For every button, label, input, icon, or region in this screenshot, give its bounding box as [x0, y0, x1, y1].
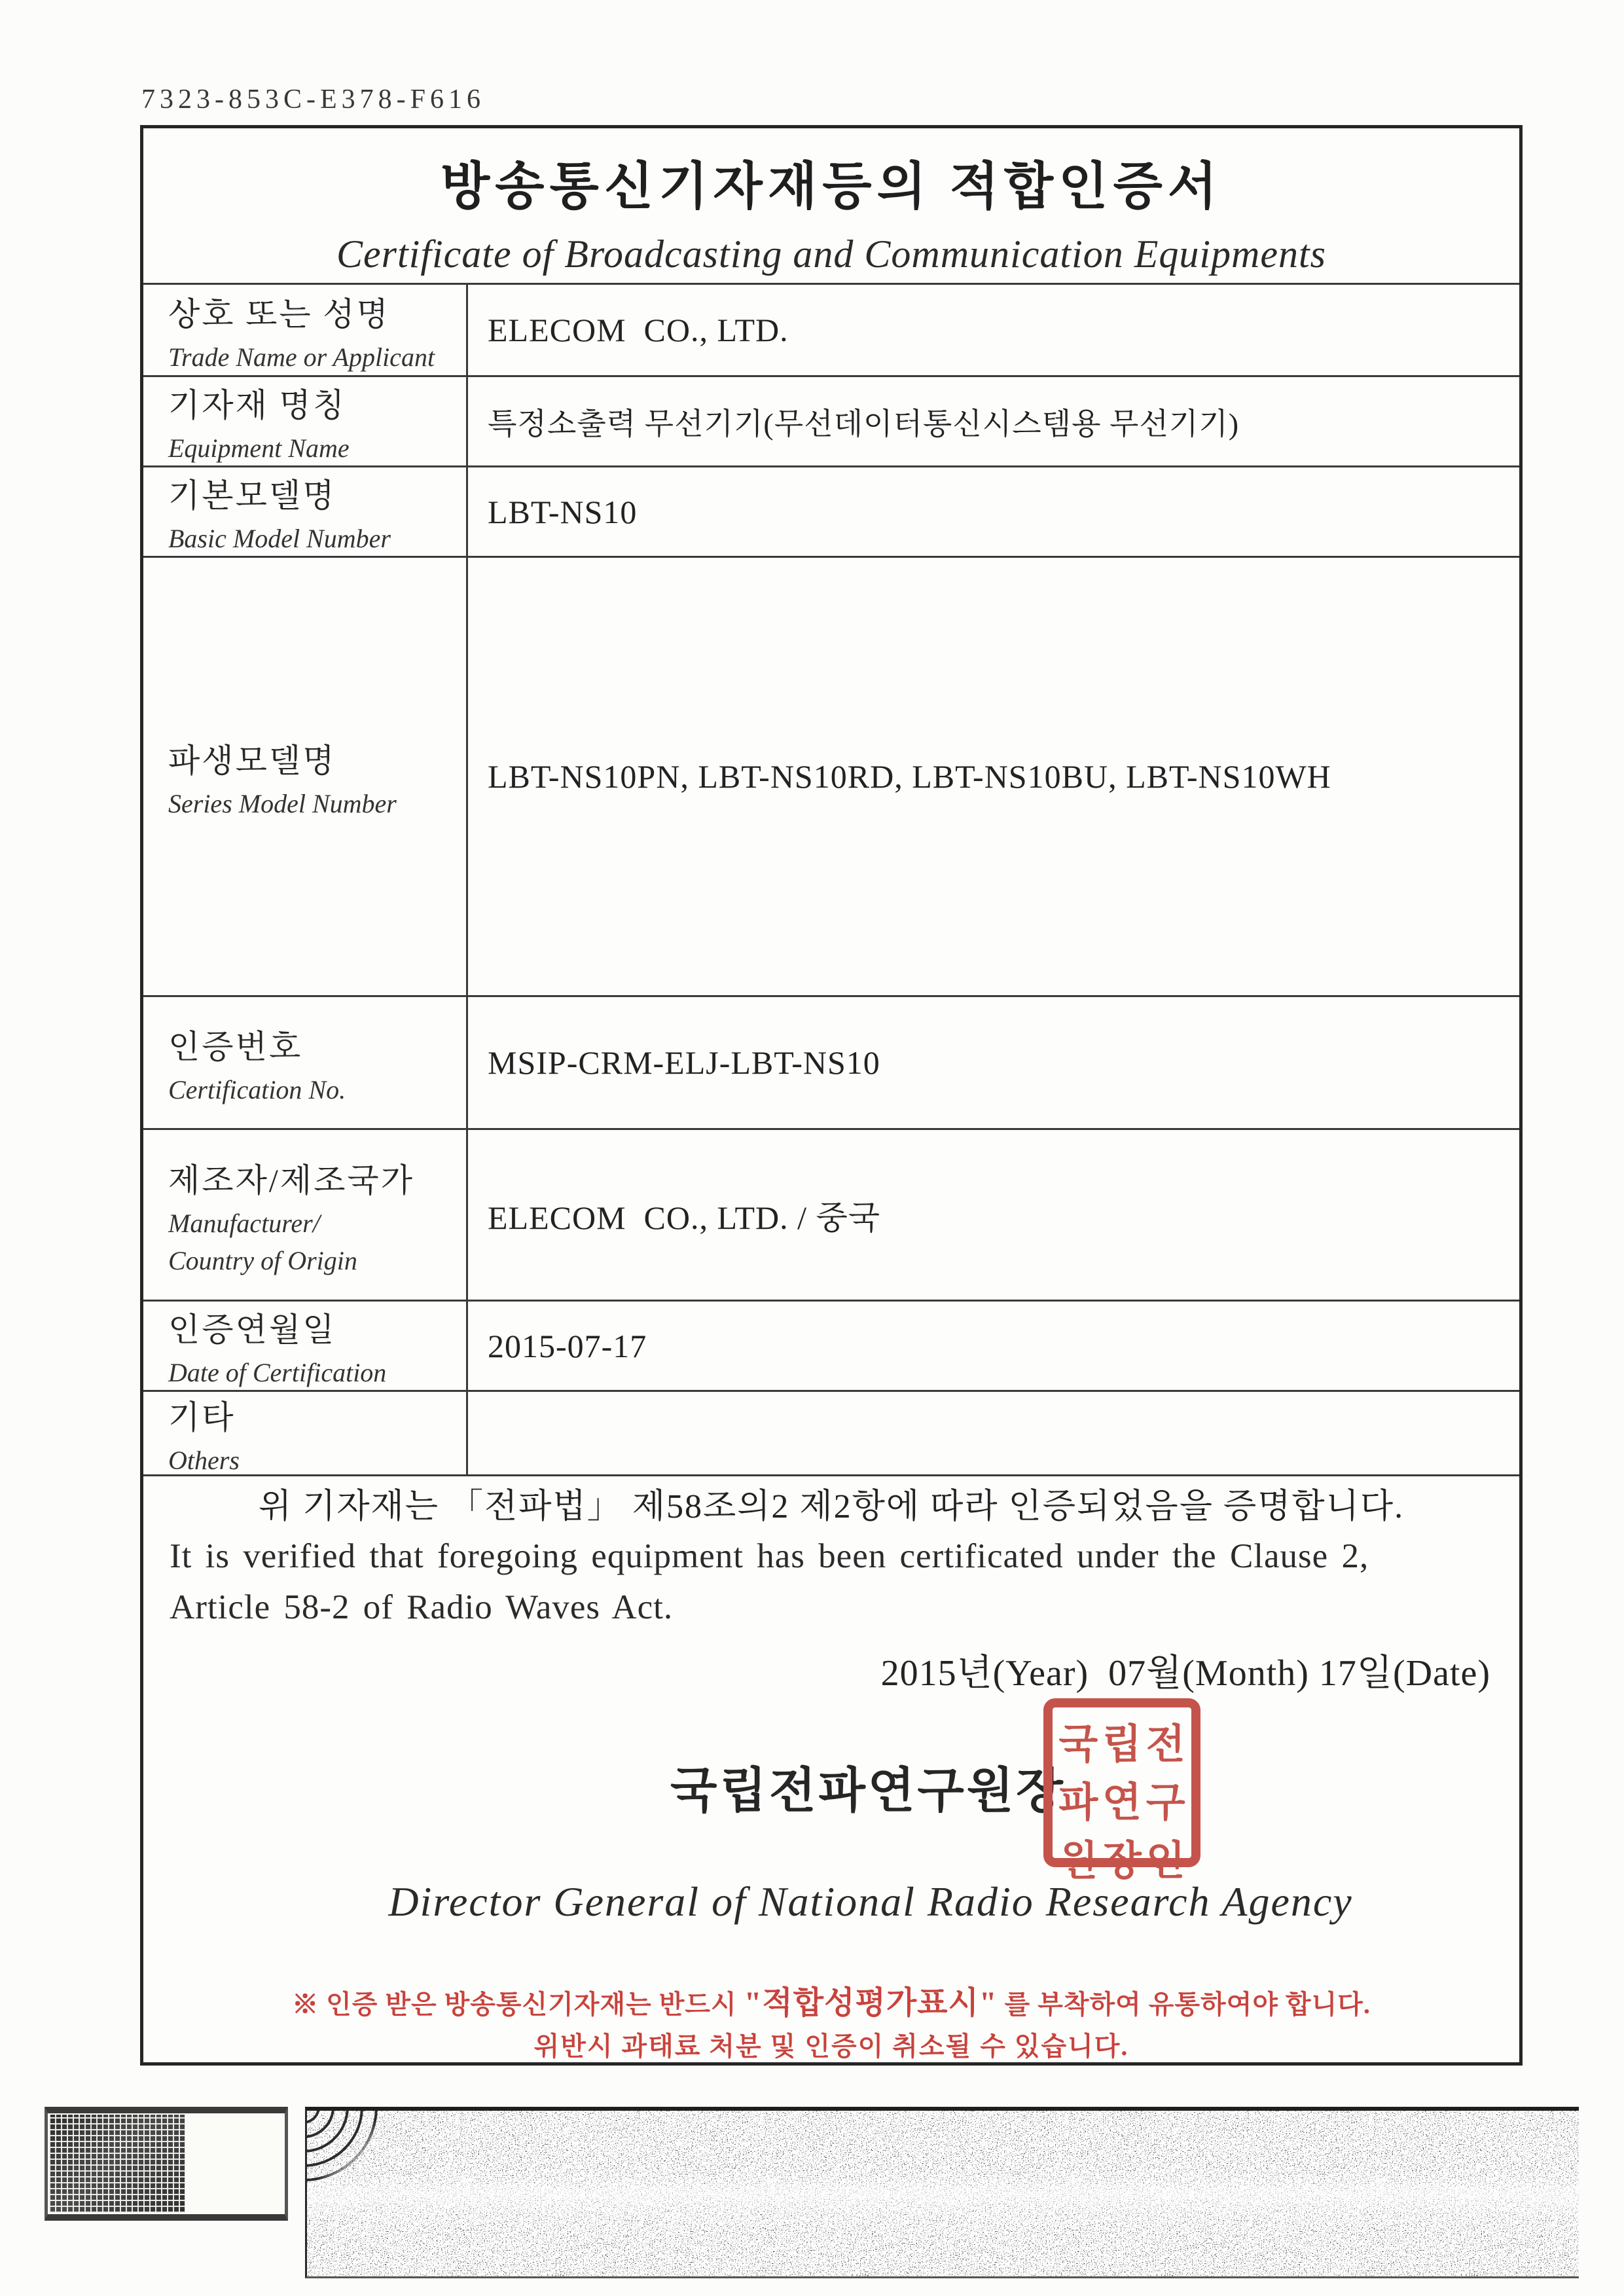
barcode-noise-block — [305, 2107, 1579, 2278]
certificate-info-table — [143, 283, 1519, 1476]
seal-character: 장 — [1102, 1839, 1142, 1884]
notice-line-1 — [143, 1977, 1519, 2022]
label-korean: 인증연월일 — [168, 1311, 336, 1348]
table-row-series-model — [143, 556, 1519, 995]
row-value: MSIP-CRM-ELJ-LBT-NS10 — [488, 1044, 880, 1081]
row-label — [143, 997, 468, 1128]
row-value: ELECOM CO., LTD. — [488, 312, 789, 348]
row-label — [143, 285, 468, 375]
label-english: Series Model Number — [168, 788, 397, 818]
row-value: 2015-07-17 — [488, 1327, 647, 1364]
statement-english-line2: Article 58-2 of Radio Waves Act. — [170, 1588, 674, 1627]
notice-line-2: 위반시 과태료 처분 및 인증이 취소될 수 있습니다. — [533, 2032, 1129, 2061]
row-label — [143, 558, 468, 995]
label-english: Equipment Name — [168, 433, 350, 463]
row-value: ELECOM CO., LTD. / 중국 — [488, 1199, 881, 1236]
seal-character: 인 — [1146, 1839, 1185, 1884]
table-row-equipment-name — [143, 375, 1519, 465]
seal-character: 파 — [1058, 1781, 1098, 1825]
label-english: Trade Name or Applicant — [168, 342, 435, 372]
row-label — [143, 1302, 468, 1390]
table-row-trade-name — [143, 283, 1519, 375]
statement-korean: 위 기자재는 「전파법」 제58조의2 제2항에 따라 인증되었음을 증명합니다. — [258, 1488, 1405, 1525]
table-row-others — [143, 1390, 1519, 1476]
row-label — [143, 377, 468, 465]
row-label — [143, 467, 468, 556]
label-english: Basic Model Number — [168, 524, 391, 553]
label-english-line2: Country of Origin — [168, 1245, 357, 1275]
signer-name-korean: 국립전파연구원장 — [670, 1764, 1066, 1818]
signer-name-english: Director General of National Radio Research Agency — [388, 1878, 1353, 1925]
notice-emphasis: "적합성평가표시" — [744, 1986, 998, 2020]
row-label — [143, 1392, 468, 1474]
seal-character: 전 — [1146, 1722, 1185, 1767]
label-korean: 상호 또는 성명 — [168, 295, 390, 333]
statement-english — [170, 1531, 1493, 1633]
label-korean: 기본모델명 — [168, 477, 336, 514]
notice-text: 를 부착하여 유통하여야 합니다. — [997, 1990, 1371, 2019]
table-row-certification-date — [143, 1300, 1519, 1390]
document-code: 7323-853C-E378-F616 — [141, 84, 485, 115]
label-korean: 파생모델명 — [168, 742, 336, 779]
label-english: Manufacturer/ — [168, 1208, 320, 1238]
row-label — [143, 1130, 468, 1300]
label-english: Date of Certification — [168, 1358, 387, 1387]
seal-character: 원 — [1058, 1839, 1098, 1884]
notice-text: ※ 인증 받은 방송통신기자재는 반드시 — [292, 1990, 744, 2019]
official-seal — [1043, 1698, 1200, 1884]
label-korean: 기타 — [168, 1398, 236, 1436]
certificate-border — [140, 125, 1523, 2066]
label-korean: 제조자/제조국가 — [168, 1161, 414, 1199]
seal-character: 국 — [1058, 1722, 1098, 1767]
seal-character: 구 — [1146, 1781, 1185, 1825]
statement-english-line1: It is verified that foregoing equipment has been certificated under the Clause 2, — [170, 1537, 1369, 1575]
row-value: 특정소출력 무선기기(무선데이터통신시스템용 무선기기) — [488, 407, 1240, 441]
dot-pattern-fill — [49, 2115, 185, 2213]
row-value: LBT-NS10 — [488, 493, 638, 530]
label-korean: 인증번호 — [168, 1028, 303, 1065]
row-value — [468, 1392, 1519, 1474]
label-english: Certification No. — [168, 1074, 346, 1104]
seal-character: 연 — [1102, 1781, 1142, 1825]
label-english: Others — [168, 1445, 240, 1475]
certificate-title-english: Certificate of Broadcasting and Communication Equipments — [336, 232, 1326, 276]
table-row-basic-model — [143, 465, 1519, 556]
issue-date: 2015년(Year) 07월(Month) 17일(Date) — [880, 1653, 1490, 1694]
certificate-title-korean: 방송통신기자재등의 적합인증서 — [440, 158, 1223, 215]
row-value: LBT-NS10PN, LBT-NS10RD, LBT-NS10BU, LBT-NS10WH — [488, 758, 1331, 795]
table-row-manufacturer — [143, 1128, 1519, 1300]
scan-noise-texture — [307, 2111, 1579, 2276]
dot-pattern-box — [45, 2107, 288, 2221]
label-korean: 기자재 명칭 — [168, 387, 346, 424]
table-row-certification-no — [143, 995, 1519, 1128]
seal-character: 립 — [1102, 1722, 1142, 1767]
